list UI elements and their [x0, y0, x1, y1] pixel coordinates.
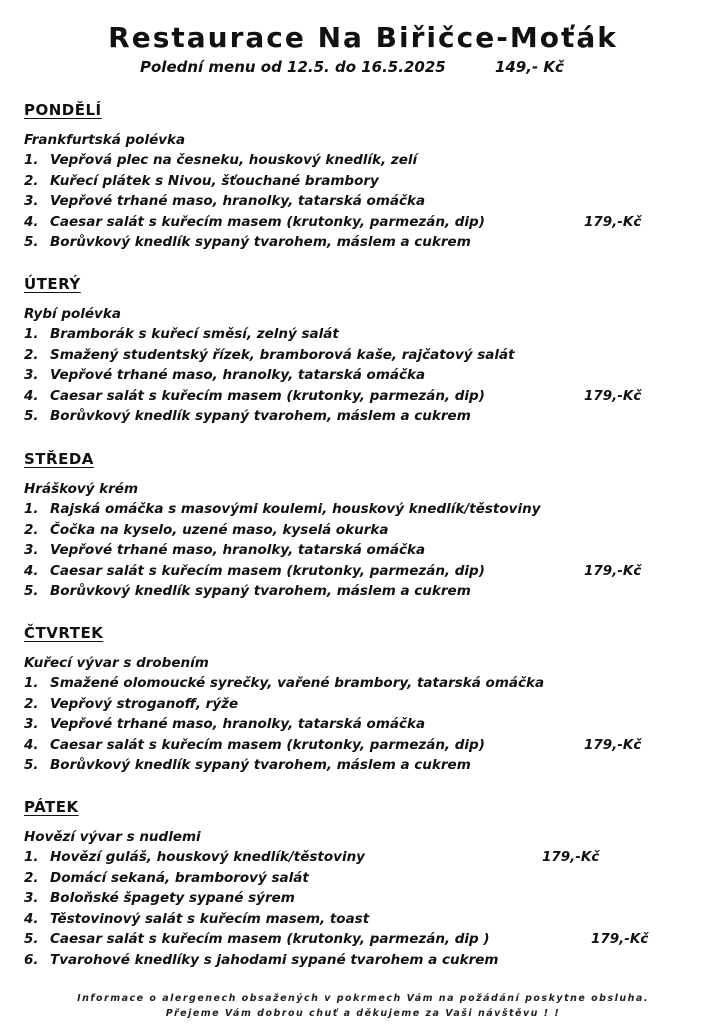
menu-item-number: 1.: [24, 152, 39, 168]
menu-item-number: 1.: [24, 675, 39, 691]
menu-item-number: 5.: [24, 757, 39, 774]
menu-item: [24, 929, 684, 950]
menu-item-number: 3.: [24, 542, 39, 559]
menu-item: [24, 673, 684, 694]
menu-item-price: 179,-Kč: [542, 849, 600, 865]
footer-thanks: Přejeme Vám dobrou chuť a děkujeme za Vaši návštěvu ! !: [165, 1008, 561, 1019]
menu-item: [24, 581, 684, 602]
menu-item: [24, 950, 684, 971]
menu-item-text: Kuřecí plátek s Nivou, šťouchané brambory: [50, 172, 379, 189]
menu-item: [24, 755, 684, 776]
menu-item-number: 5.: [24, 931, 39, 948]
menu-item-number: 1.: [24, 849, 39, 865]
menu-item-text: Těstovinový salát s kuřecím masem, toast: [50, 910, 370, 927]
menu-subtitle: [140, 57, 660, 77]
menu-item-text: Caesar salát s kuřecím masem (krutonky, parmezán, dip): [50, 736, 485, 753]
menu-period: Polední menu od 12.5. do 16.5.2025: [140, 58, 446, 76]
menu-item-number: 6.: [24, 951, 39, 968]
menu-item-price: 179,-Kč: [591, 931, 649, 948]
menu-item-price: 179,-Kč: [584, 562, 642, 579]
soup-of-day: Frankfurtská polévka: [24, 132, 186, 148]
menu-item: [24, 406, 684, 427]
menu-title: Restaurace Na Biřičce-Moťák: [108, 21, 618, 54]
menu-item-number: 5.: [24, 234, 39, 251]
menu-item: [24, 520, 684, 541]
menu-price: 149,- Kč: [494, 58, 564, 76]
menu-item-number: 3.: [24, 193, 39, 210]
day-section: [24, 797, 684, 971]
menu-item-text: Vepřové trhané maso, hranolky, tatarská omáčka: [50, 716, 426, 733]
menu-item: [24, 847, 684, 868]
soup-of-day: Rybí polévka: [24, 306, 121, 322]
menu-item-number: 4.: [24, 213, 39, 230]
menu-item: [24, 171, 684, 192]
menu-item-number: 5.: [24, 408, 39, 425]
menu-item: [24, 386, 684, 407]
day-heading: ÚTERÝ: [24, 275, 81, 293]
menu-item-text: Vepřový stroganoff, rýže: [50, 695, 239, 712]
menu-item: [24, 714, 684, 735]
soup-of-day: Hráškový krém: [24, 481, 139, 497]
day-heading: STŘEDA: [24, 450, 94, 468]
menu-item-number: 2.: [24, 869, 39, 886]
menu-item-text: Vepřová plec na česneku, houskový knedlík, zelí: [50, 152, 418, 168]
menu-item-text: Bramborák s kuřecí směsí, zelný salát: [50, 326, 339, 342]
menu-item: [24, 232, 684, 253]
menu-item: [24, 694, 684, 715]
menu-item-price: 179,-Kč: [584, 736, 642, 753]
menu-item: [24, 324, 684, 345]
menu-item-number: 3.: [24, 890, 39, 907]
menu-item-text: Domácí sekaná, bramborový salát: [50, 869, 309, 886]
menu-item-price: 179,-Kč: [584, 387, 642, 404]
menu-item: [24, 888, 684, 909]
menu-item: [24, 540, 684, 561]
menu-item-number: 2.: [24, 172, 39, 189]
footer: [0, 991, 726, 1021]
menu-item-text: Caesar salát s kuřecím masem (krutonky, parmezán, dip): [50, 213, 485, 230]
menu-item: [24, 150, 684, 171]
day-section: [24, 100, 684, 253]
menu-item-text: Vepřové trhané maso, hranolky, tatarská omáčka: [50, 367, 426, 384]
footer-allergen-note: Informace o alergenech obsažených v pokrmech Vám na požádání poskytne obsluha.: [77, 993, 649, 1004]
menu-item-text: Caesar salát s kuřecím masem (krutonky, parmezán, dip): [50, 387, 485, 404]
menu-item-text: Smažený studentský řízek, bramborová kaše, rajčatový salát: [50, 346, 515, 363]
menu-item-text: Tvarohové knedlíky s jahodami sypané tvarohem a cukrem: [50, 951, 499, 968]
menu-item-text: Smažené olomoucké syrečky, vařené brambory, tatarská omáčka: [50, 675, 545, 691]
day-heading: PÁTEK: [24, 798, 79, 816]
menu-item-text: Boloňské špagety sypané sýrem: [50, 890, 295, 907]
menu-item-number: 2.: [24, 695, 39, 712]
menu-item-number: 3.: [24, 716, 39, 733]
menu-item-text: Rajská omáčka s masovými koulemi, houskový knedlík/těstoviny: [50, 501, 541, 517]
menu-item-price: 179,-Kč: [584, 213, 642, 230]
soup-of-day: Kuřecí vývar s drobením: [24, 655, 209, 671]
menu-item-text: Čočka na kyselo, uzené maso, kyselá okurka: [50, 521, 389, 538]
menu-item: [24, 345, 684, 366]
day-section: [24, 449, 684, 602]
menu-item-text: Borůvkový knedlík sypaný tvarohem, máslem a cukrem: [50, 408, 471, 425]
menu-item: [24, 499, 684, 520]
menu-item-number: 1.: [24, 326, 39, 342]
day-heading: PONDĚLÍ: [24, 101, 102, 119]
menu-item-text: Vepřové trhané maso, hranolky, tatarská omáčka: [50, 542, 426, 559]
menu-item-text: Caesar salát s kuřecím masem (krutonky, parmezán, dip ): [50, 931, 490, 948]
menu-item-text: Borůvkový knedlík sypaný tvarohem, máslem a cukrem: [50, 234, 471, 251]
menu-item-number: 1.: [24, 501, 39, 517]
menu-item-text: Caesar salát s kuřecím masem (krutonky, parmezán, dip): [50, 562, 485, 579]
soup-of-day: Hovězí vývar s nudlemi: [24, 829, 201, 845]
menu-item-number: 4.: [24, 736, 39, 753]
menu-item-number: 3.: [24, 367, 39, 384]
menu-item: [24, 868, 684, 889]
menu-item-text: Hovězí guláš, houskový knedlík/těstoviny: [50, 849, 365, 865]
menu-item: [24, 365, 684, 386]
menu-item-text: Borůvkový knedlík sypaný tvarohem, máslem a cukrem: [50, 757, 471, 774]
menu-item: [24, 561, 684, 582]
day-heading: ČTVRTEK: [24, 624, 104, 642]
menu-item-text: Vepřové trhané maso, hranolky, tatarská omáčka: [50, 193, 426, 210]
day-section: [24, 274, 684, 427]
menu-item: [24, 212, 684, 233]
menu-item-number: 2.: [24, 521, 39, 538]
menu-item: [24, 909, 684, 930]
menu-item: [24, 735, 684, 756]
menu-item-number: 2.: [24, 346, 39, 363]
menu-item-text: Borůvkový knedlík sypaný tvarohem, máslem a cukrem: [50, 583, 471, 600]
menu-item-number: 4.: [24, 387, 39, 404]
menu-item-number: 5.: [24, 583, 39, 600]
menu-item-number: 4.: [24, 562, 39, 579]
menu-item: [24, 191, 684, 212]
menu-item-number: 4.: [24, 910, 39, 927]
day-section: [24, 623, 684, 776]
